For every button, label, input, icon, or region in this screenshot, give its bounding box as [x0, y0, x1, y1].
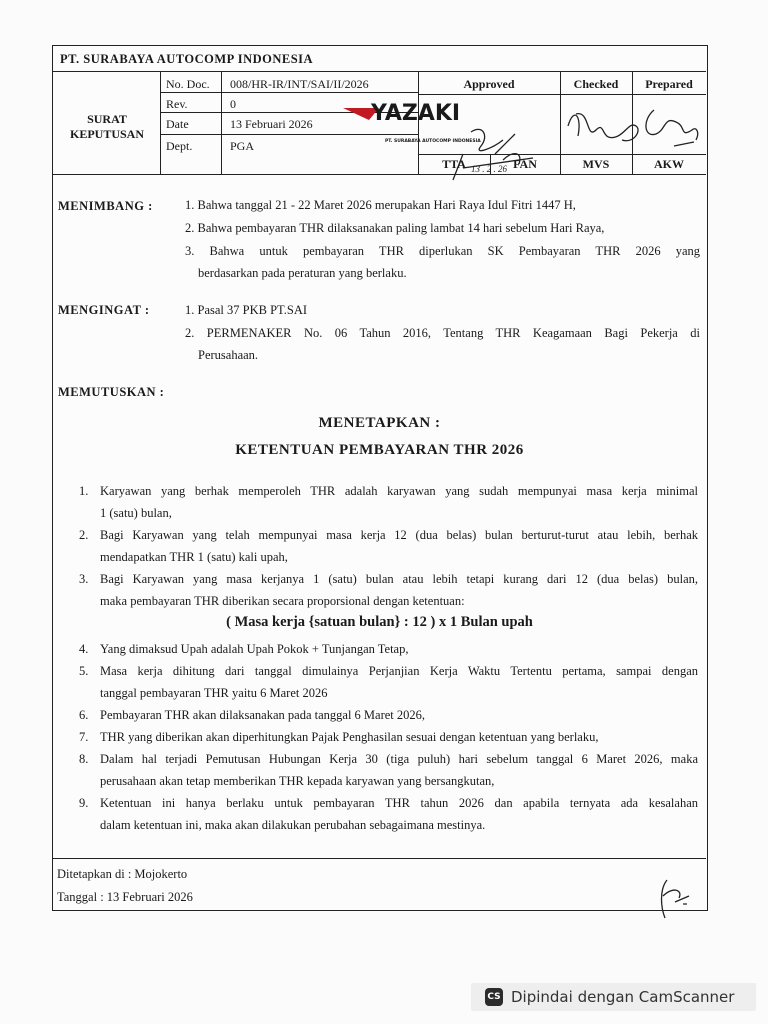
- mengingat-item-2: 2. PERMENAKER No. 06 Tahun 2016, Tentang THR Keagamaan Bagi Pekerja di: [185, 326, 700, 340]
- camscanner-text: Dipindai dengan CamScanner: [511, 988, 735, 1006]
- preparer-signature-icon: [636, 96, 706, 154]
- footer-date: Tanggal : 13 Februari 2026: [57, 890, 193, 904]
- prepared-header: Prepared: [645, 77, 693, 91]
- decision-item-7-line-1: THR yang diberikan akan diperhitungkan Pajak Penghasilan sesuai dengan ketentuan yang berlaku,: [100, 730, 599, 744]
- sign-date: 13 . 2 . 26: [471, 164, 507, 174]
- department-value: PGA: [230, 139, 255, 153]
- decision-item-9-line-1: Ketentuan ini hanya berlaku untuk pembayaran THR tahun 2026 dan apabila ternyata ada kesalahan: [100, 796, 698, 810]
- document-type: [53, 112, 161, 142]
- yazaki-logo: YAZAKI: [371, 101, 461, 126]
- decision-item-2-line-1: Bagi Karyawan yang telah mempunyai masa kerja 12 (dua belas) bulan berturut-turut atau lebih, berhak: [100, 528, 698, 542]
- document-type-line2: KEPUTUSAN: [69, 127, 144, 141]
- paraf-signature-icon: [653, 874, 703, 932]
- decision-item-number: 8.: [79, 752, 89, 766]
- decision-item-3-line-2: maka pembayaran THR diberikan secara proporsional dengan ketentuan:: [100, 594, 465, 608]
- role-mvs: MVS: [582, 157, 610, 171]
- decision-item-4-line-1: Yang dimaksud Upah adalah Upah Pokok + Tunjangan Tetap,: [100, 642, 409, 656]
- decision-title: KETENTUAN PEMBAYARAN THR 2026: [235, 442, 524, 458]
- decision-item-5-line-1: Masa kerja dihitung dari tanggal dimulainya Perjanjian Kerja Waktu Tertentu pertama, sampai dengan: [100, 664, 698, 678]
- camscanner-logo-icon: CS: [485, 988, 503, 1006]
- decision-item-9-line-2: dalam ketentuan ini, maka akan dilakukan perubahan sebagaimana mestinya.: [100, 818, 486, 832]
- document-type-line1: SURAT: [87, 112, 127, 126]
- decision-item-5-line-2: tanggal pembayaran THR yaitu 6 Maret 2026: [100, 686, 328, 700]
- thr-formula: ( Masa kerja {satuan bulan} : 12 ) x 1 Bulan upah: [226, 614, 533, 630]
- doc-number-label: No. Doc.: [166, 77, 210, 91]
- department-label: Dept.: [166, 139, 193, 153]
- footer-place: Ditetapkan di : Mojokerto: [57, 867, 188, 881]
- decision-item-number: 1.: [79, 484, 89, 498]
- role-tta: TTA: [442, 157, 466, 171]
- decision-item-6-line-1: Pembayaran THR akan dilaksanakan pada tanggal 6 Maret 2026,: [100, 708, 426, 722]
- decision-item-3-line-1: Bagi Karyawan yang masa kerjanya 1 (satu) bulan atau lebih tetapi kurang dari 12 (dua belas) bulan,: [100, 572, 698, 586]
- decision-item-8-line-2: perusahaan akan tetap memberikan THR kepada karyawan yang bersangkutan,: [100, 774, 495, 788]
- mengingat-item-2-continued: Perusahaan.: [198, 348, 259, 362]
- decision-item-1-line-2: 1 (satu) bulan,: [100, 506, 172, 520]
- menimbang-item-2: 2. Bahwa pembayaran THR dilaksanakan paling lambat 14 hari sebelum Hari Raya,: [185, 221, 605, 235]
- decree-document: [52, 45, 708, 911]
- date-value: 13 Februari 2026: [230, 117, 313, 131]
- menimbang-item-1: 1. Bahwa tanggal 21 - 22 Maret 2026 merupakan Hari Raya Idul Fitri 1447 H,: [185, 198, 576, 212]
- menimbang-item-3-continued: berdasarkan pada peraturan yang berlaku.: [198, 266, 407, 280]
- decision-item-number: 4.: [79, 642, 89, 656]
- role-akw: AKW: [654, 157, 684, 171]
- decision-item-8-line-1: Dalam hal terjadi Pemutusan Hubungan Kerja 30 (tiga puluh) hari sebelum tanggal 6 Maret 2026, maka: [100, 752, 698, 766]
- yazaki-logo-subtext: PT. SURABAYA AUTOCOMP INDONESIA: [385, 139, 481, 144]
- doc-number-value: 008/HR-IR/INT/SAI/II/2026: [230, 77, 369, 91]
- memutuskan-label: MEMUTUSKAN :: [58, 385, 165, 399]
- decision-item-number: 6.: [79, 708, 89, 722]
- decision-item-number: 2.: [79, 528, 89, 542]
- decision-item-1-line-1: Karyawan yang berhak memperoleh THR adalah karyawan yang sudah mempunyai masa kerja minimal: [100, 484, 698, 498]
- decision-item-2-line-2: mendapatkan THR 1 (satu) kali upah,: [100, 550, 288, 564]
- role-fan: FAN: [513, 157, 537, 171]
- revision-label: Rev.: [166, 97, 188, 111]
- decision-item-number: 9.: [79, 796, 89, 810]
- date-label: Date: [166, 117, 189, 131]
- menimbang-label: MENIMBANG :: [58, 199, 153, 213]
- footer-divider: [53, 858, 706, 859]
- mengingat-label: MENGINGAT :: [58, 303, 150, 317]
- mengingat-item-1: 1. Pasal 37 PKB PT.SAI: [185, 303, 308, 317]
- menetapkan-title: MENETAPKAN :: [318, 415, 441, 431]
- company-name: PT. SURABAYA AUTOCOMP INDONESIA: [60, 52, 314, 66]
- menimbang-item-3: 3. Bahwa untuk pembayaran THR diperlukan SK Pembayaran THR 2026 yang: [185, 244, 700, 258]
- document-header-table: [53, 46, 706, 174]
- checked-header: Checked: [573, 77, 619, 91]
- decision-item-number: 3.: [79, 572, 89, 586]
- revision-value: 0: [230, 97, 236, 111]
- camscanner-watermark: [471, 983, 756, 1011]
- approved-header: Approved: [463, 77, 515, 91]
- decision-item-number: 5.: [79, 664, 89, 678]
- decision-item-number: 7.: [79, 730, 89, 744]
